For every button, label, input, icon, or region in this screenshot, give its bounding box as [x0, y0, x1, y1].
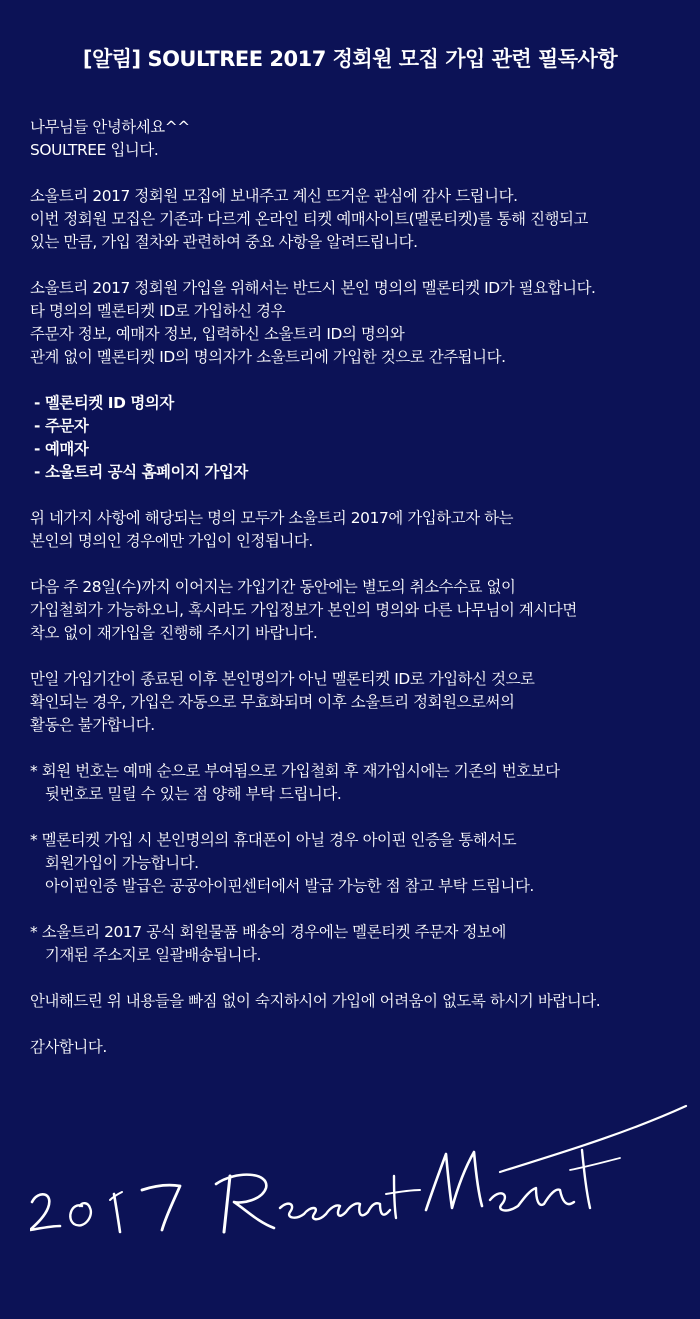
note-line: 회원가입이 가능합니다.: [45, 854, 199, 872]
invalidation-paragraph: [30, 668, 690, 737]
greeting-line: SOULTREE 입니다.: [30, 141, 159, 159]
cancellation-line: 가입철회가 가능하오니, 혹시라도 가입정보가 본인의 명의와 다른 나무님이 계시다면: [30, 601, 577, 619]
note-delivery: [30, 921, 690, 967]
requirement-paragraph: [30, 277, 690, 369]
condition-paragraph: [30, 507, 690, 553]
requirement-line: 관계 없이 멜론티켓 ID의 명의자가 소울트리에 가입한 것으로 간주됩니다.: [30, 348, 506, 366]
notice-body: [30, 116, 690, 1082]
intro-line: 소울트리 2017 정회원 모집에 보내주고 계신 뜨거운 관심에 감사 드립니다.: [30, 187, 518, 205]
handwritten-signature: [30, 1090, 690, 1280]
note-line: 기재된 주소지로 일괄배송됩니다.: [45, 946, 262, 964]
page-title: [알림] SOULTREE 2017 정회원 모집 가입 관련 필독사항: [82, 47, 618, 71]
list-item: - 소울트리 공식 홈페이지 가입자: [34, 463, 248, 481]
closing-paragraph: [30, 990, 690, 1013]
invalidation-line: 활동은 불가합니다.: [30, 716, 155, 734]
greeting-paragraph: [30, 116, 690, 162]
requirement-line: 소울트리 2017 정회원 가입을 위해서는 반드시 본인 명의의 멜론티켓 ID가 필요합니다.: [30, 279, 596, 297]
cancellation-line: 다음 주 28일(수)까지 이어지는 가입기간 동안에는 별도의 취소수수료 없이: [30, 578, 516, 596]
list-item: - 주문자: [34, 417, 89, 435]
list-item: - 멜론티켓 ID 명의자: [34, 394, 174, 412]
thanks-line: 감사합니다.: [30, 1038, 107, 1056]
note-line: 뒷번호로 밀릴 수 있는 점 양해 부탁 드립니다.: [45, 785, 342, 803]
invalidation-line: 만일 가입기간이 종료된 이후 본인명의가 아닌 멜론티켓 ID로 가입하신 것으로: [30, 670, 535, 688]
cancellation-paragraph: [30, 576, 690, 645]
list-item: - 예매자: [34, 440, 89, 458]
note-member-number: [30, 760, 690, 806]
requirement-line: 주문자 정보, 예매자 정보, 입력하신 소울트리 ID의 명의와: [30, 325, 405, 343]
closing-line: 안내해드린 위 내용들을 빠짐 없이 숙지하시어 가입에 어려움이 없도록 하시기 바랍니다.: [30, 992, 601, 1010]
note-line: * 소울트리 2017 공식 회원물품 배송의 경우에는 멜론티켓 주문자 정보에: [30, 923, 506, 941]
thanks-paragraph: [30, 1036, 690, 1059]
note-line: * 회원 번호는 예매 순으로 부여됨으로 가입철회 후 재가입시에는 기존의 번호보다: [30, 762, 560, 780]
intro-line: 이번 정회원 모집은 기존과 다르게 온라인 티켓 예매사이트(멜론티켓)를 통해 진행되고: [30, 210, 588, 228]
invalidation-line: 확인되는 경우, 가입은 자동으로 무효화되며 이후 소울트리 정회원으로써의: [30, 693, 515, 711]
intro-paragraph: [30, 185, 690, 254]
intro-line: 있는 만큼, 가입 절차와 관련하여 중요 사항을 알려드립니다.: [30, 233, 418, 251]
cancellation-line: 착오 없이 재가입을 진행해 주시기 바랍니다.: [30, 624, 318, 642]
note-ipin: [30, 829, 690, 898]
condition-line: 위 네가지 사항에 해당되는 명의 모두가 소울트리 2017에 가입하고자 하는: [30, 509, 514, 527]
note-line: 아이핀인증 발급은 공공아이핀센터에서 발급 가능한 점 참고 부탁 드립니다.: [45, 877, 534, 895]
requirement-line: 타 명의의 멜론티켓 ID로 가입하신 경우: [30, 302, 286, 320]
greeting-line: 나무님들 안녕하세요^^: [30, 118, 190, 136]
note-line: * 멜론티켓 가입 시 본인명의의 휴대폰이 아닐 경우 아이핀 인증을 통해서도: [30, 831, 517, 849]
required-identity-list: [30, 392, 690, 484]
condition-line: 본인의 명의인 경우에만 가입이 인정됩니다.: [30, 532, 313, 550]
